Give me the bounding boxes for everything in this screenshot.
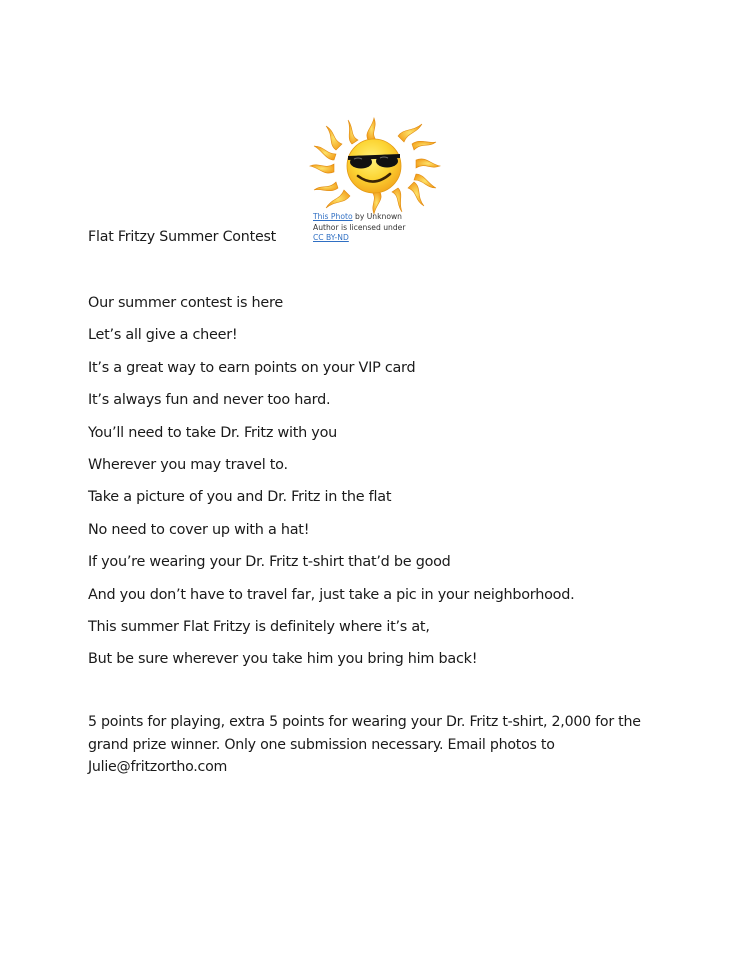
sun-with-sunglasses-icon	[304, 116, 446, 214]
poem-line: And you don’t have to travel far, just take a pic in your neighborhood.	[88, 586, 575, 603]
attribution-line1-text: by Unknown	[352, 212, 402, 221]
poem-line: No need to cover up with a hat!	[88, 521, 310, 538]
poem-line: Take a picture of you and Dr. Fritz in the flat	[88, 489, 392, 506]
poem-line: Our summer contest is here	[88, 295, 283, 311]
license-link[interactable]: CC BY-ND	[313, 233, 349, 242]
poem-line: It’s always fun and never too hard.	[88, 392, 331, 409]
poem-line: If you’re wearing your Dr. Fritz t-shirt that’d be good	[88, 554, 451, 571]
poem-line: Let’s all give a cheer!	[88, 327, 238, 344]
poem-line: This summer Flat Fritzy is definitely where it’s at,	[88, 618, 430, 635]
this-photo-link[interactable]: This Photo	[313, 212, 353, 221]
attribution-line2-text: Author is licensed under	[313, 222, 406, 232]
contest-rules-paragraph: 5 points for playing, extra 5 points for wearing your Dr. Fritz t-shirt, 2,000 for the grand prize winner. Only one submission necessary. Email photos to Julie@fritzortho.com	[88, 714, 641, 775]
poem-line: But be sure wherever you take him you bring him back!	[88, 651, 478, 668]
image-attribution	[313, 212, 443, 244]
poem-line: Wherever you may travel to.	[88, 456, 288, 473]
poem	[88, 292, 574, 681]
poem-line: You’ll need to take Dr. Fritz with you	[88, 424, 338, 441]
poem-line: It’s a great way to earn points on your VIP card	[88, 359, 416, 376]
document-title: Flat Fritzy Summer Contest	[88, 229, 277, 245]
